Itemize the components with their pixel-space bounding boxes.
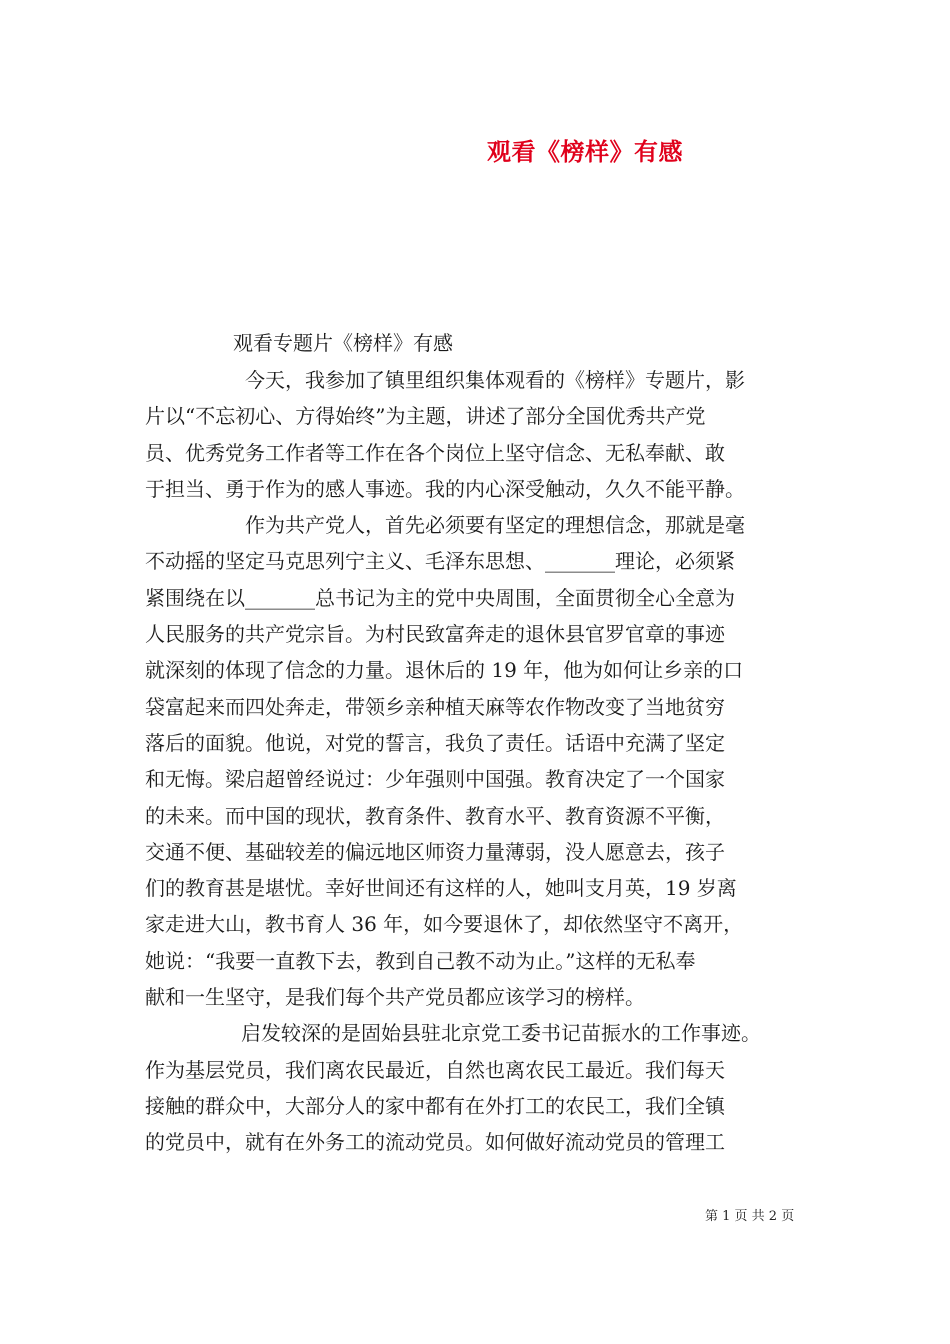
text-line: 的党员中，就有在外务工的流动党员。如何做好流动党员的管理工 <box>145 1130 725 1155</box>
text-line: 启发较深的是固始县驻北京党工委书记苗振水的工作事迹。 <box>241 1021 761 1046</box>
text-line: 的未来。而中国的现状，教育条件、教育水平、教育资源不平衡， <box>145 803 725 828</box>
text-line: 袋富起来而四处奔走，带领乡亲种植天麻等农作物改变了当地贫穷 <box>145 694 725 719</box>
document-title: 观看《榜样》有感 <box>487 137 683 166</box>
text-line: 作为基层党员，我们离农民最近，自然也离农民工最近。我们每天 <box>145 1057 725 1082</box>
text-line: 接触的群众中，大部分人的家中都有在外打工的农民工，我们全镇 <box>145 1093 725 1118</box>
page-footer: 第 1 页 共 2 页 <box>705 1209 795 1224</box>
document-body <box>145 362 805 1161</box>
paragraph-3 <box>145 1015 805 1160</box>
text-line: 人民服务的共产党宗旨。为村民致富奔走的退休县官罗官章的事迹 <box>145 622 725 647</box>
paragraph-1 <box>145 362 805 507</box>
text-line: 她说：“我要一直教下去，教到自己教不动为止。”这样的无私奉 <box>145 948 696 973</box>
text-line: 员、优秀党务工作者等工作在各个岗位上坚守信念、无私奉献、敢 <box>145 440 725 465</box>
text-line: 今天，我参加了镇里组织集体观看的《榜样》专题片，影 <box>245 368 745 392</box>
text-line: 就深刻的体现了信念的力量。退休后的 19 年，他为如何让乡亲的口 <box>145 658 744 683</box>
document-subtitle: 观看专题片《榜样》有感 <box>233 331 453 355</box>
text-line: 紧围绕在以_______总书记为主的党中央周围，全面贯彻全心全意为 <box>145 585 735 610</box>
text-line: 交通不便、基础较差的偏远地区师资力量薄弱，没人愿意去，孩子 <box>145 839 725 864</box>
text-line: 献和一生坚守，是我们每个共产党员都应该学习的榜样。 <box>145 985 645 1010</box>
paragraph-2 <box>145 507 805 1015</box>
text-line: 家走进大山，教书育人 36 年，如今要退休了，却依然坚守不离开， <box>145 912 744 937</box>
text-line: 于担当、勇于作为的感人事迹。我的内心深受触动，久久不能平静。 <box>145 476 745 501</box>
text-line: 落后的面貌。他说，对党的誓言，我负了责任。话语中充满了坚定 <box>145 730 725 755</box>
text-line: 作为共产党人，首先必须要有坚定的理想信念，那就是毫 <box>245 513 745 538</box>
text-line: 们的教育甚是堪忧。幸好世间还有这样的人，她叫支月英，19 岁离 <box>145 876 737 901</box>
text-line: 不动摇的坚定马克思列宁主义、毛泽东思想、_______理论，必须紧 <box>145 549 735 574</box>
text-line: 和无悔。梁启超曾经说过：少年强则中国强。教育决定了一个国家 <box>145 767 725 792</box>
text-line: 片以“不忘初心、方得始终”为主题，讲述了部分全国优秀共产党 <box>145 404 706 429</box>
